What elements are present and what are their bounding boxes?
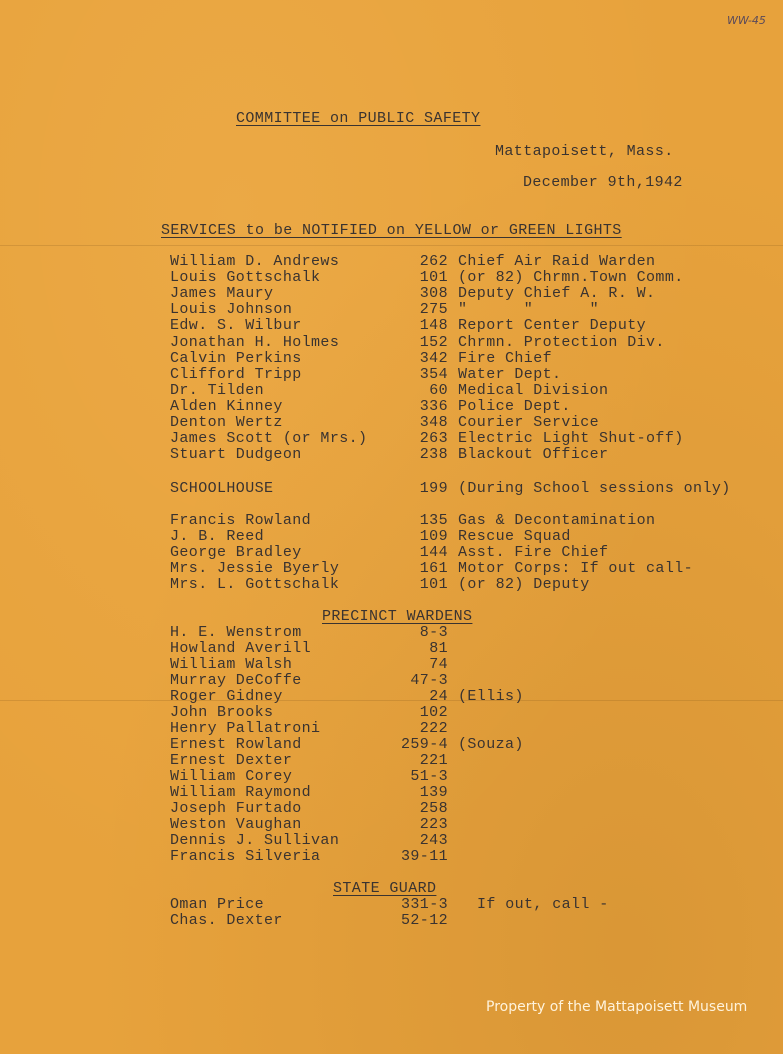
entry-name: James Scott (or Mrs.) — [170, 430, 368, 448]
entry-name: Calvin Perkins — [170, 349, 302, 367]
entry-name: Dr. Tilden — [170, 381, 265, 399]
entry-phone: 336 — [419, 397, 448, 415]
entry-role: Asst. Fire Chief — [458, 543, 609, 561]
entry-role: Chief Air Raid Warden — [458, 253, 656, 270]
warden-name: John Brooks — [170, 704, 274, 721]
entry-phone: 144 — [419, 543, 448, 561]
warden-name: H. E. Wenstrom — [170, 624, 302, 641]
fold-line — [0, 700, 783, 701]
warden-name: Ernest Rowland — [170, 736, 302, 753]
warden-name: Howland Averill — [170, 640, 312, 657]
place-line: Mattapoisett, Mass. — [495, 143, 674, 160]
schoolhouse-name: SCHOOLHOUSE — [170, 480, 274, 497]
warden-name: Roger Gidney — [170, 688, 283, 705]
entry-phone: 238 — [419, 446, 448, 464]
entry-phone: 109 — [419, 527, 448, 545]
entry-name: George Bradley — [170, 543, 302, 561]
warden-phone: 8-3 — [419, 624, 448, 641]
warden-phone: 243 — [419, 832, 448, 849]
entry-name: Alden Kinney — [170, 397, 283, 415]
entry-phone: 135 — [419, 512, 448, 529]
warden-phone: 222 — [419, 720, 448, 737]
entry-phone: 148 — [419, 317, 448, 335]
warden-name: Murray DeCoffe — [170, 672, 302, 689]
corner-mark: WW-45 — [727, 14, 766, 27]
museum-watermark: Property of the Mattapoisett Museum — [486, 999, 748, 1015]
entry-phone: 101 — [419, 575, 448, 593]
entry-phone: 342 — [419, 349, 448, 367]
entry-role: Blackout Officer — [458, 446, 609, 464]
entry-role: Motor Corps: If out call- — [458, 559, 694, 577]
entry-role: (or 82) Chrmn.Town Comm. — [458, 269, 684, 287]
warden-phone: 24 — [429, 688, 448, 705]
entry-name: Edw. S. Wilbur — [170, 317, 302, 335]
entry-name: Clifford Tripp — [170, 365, 302, 383]
entry-role: Gas & Decontamination — [458, 512, 656, 529]
entry-phone: 60 — [429, 381, 448, 399]
entry-phone: 308 — [419, 285, 448, 303]
schoolhouse-role: (During School sessions only) — [458, 480, 731, 497]
warden-name: Joseph Furtado — [170, 800, 302, 817]
entry-role: Chrmn. Protection Div. — [458, 333, 665, 351]
entry-name: Jonathan H. Holmes — [170, 333, 340, 351]
entry-role: Fire Chief — [458, 349, 553, 367]
schoolhouse-number: 199 — [419, 480, 448, 497]
entry-name: Louis Johnson — [170, 301, 293, 319]
warden-phone: 74 — [429, 656, 448, 673]
entry-name: Mrs. Jessie Byerly — [170, 559, 340, 577]
entry-phone: 161 — [419, 559, 448, 577]
entry-role: Police Dept. — [458, 397, 571, 415]
entry-name: Stuart Dudgeon — [170, 446, 302, 464]
entry-role: " " " — [458, 301, 600, 319]
warden-name: Francis Silveria — [170, 848, 321, 865]
entry-phone: 152 — [419, 333, 448, 351]
entry-role: Medical Division — [458, 381, 609, 399]
warden-phone: 39-11 — [400, 848, 448, 865]
entry-name: William D. Andrews — [170, 253, 340, 270]
warden-phone: 139 — [419, 784, 448, 801]
document-title: COMMITTEE on PUBLIC SAFETY — [236, 110, 481, 127]
entry-name: Louis Gottschalk — [170, 269, 321, 287]
entry-phone: 263 — [419, 430, 448, 448]
entry-role: Deputy Chief A. R. W. — [458, 285, 656, 303]
guard-heading: STATE GUARD — [333, 880, 437, 897]
warden-note: (Souza) — [458, 736, 524, 753]
entry-phone: 275 — [419, 301, 448, 319]
guard-name: Oman Price — [170, 896, 265, 913]
entry-name: James Maury — [170, 285, 274, 303]
services-heading: SERVICES to be NOTIFIED on YELLOW or GREEN LIGHTS — [161, 222, 622, 239]
warden-name: Weston Vaughan — [170, 816, 302, 833]
guard-note: If out, call - — [477, 896, 609, 913]
entry-role: Courier Service — [458, 414, 600, 431]
warden-name: Henry Pallatroni — [170, 720, 321, 737]
warden-phone: 258 — [419, 800, 448, 817]
entry-name: Francis Rowland — [170, 512, 312, 529]
warden-phone: 81 — [429, 640, 448, 657]
warden-phone: 102 — [419, 704, 448, 721]
entry-phone: 262 — [419, 253, 448, 270]
wardens-heading: PRECINCT WARDENS — [322, 608, 473, 625]
fold-line — [0, 245, 783, 246]
entry-role: Electric Light Shut-off) — [458, 430, 684, 448]
guard-phone: 52-12 — [400, 912, 448, 929]
entry-role: Water Dept. — [458, 365, 562, 383]
warden-phone: 47-3 — [410, 672, 448, 689]
warden-name: Dennis J. Sullivan — [170, 832, 340, 849]
warden-name: William Raymond — [170, 784, 312, 801]
warden-note: (Ellis) — [458, 688, 524, 705]
entry-role: Rescue Squad — [458, 527, 571, 545]
entry-role: Report Center Deputy — [458, 317, 647, 335]
warden-phone: 51-3 — [410, 768, 448, 785]
entry-name: Mrs. L. Gottschalk — [170, 575, 340, 593]
entry-role: (or 82) Deputy — [458, 575, 590, 593]
entry-phone: 101 — [419, 269, 448, 287]
warden-phone: 221 — [419, 752, 448, 769]
warden-name: William Walsh — [170, 656, 293, 673]
entry-phone: 348 — [419, 414, 448, 431]
guard-phone: 331-3 — [400, 896, 448, 913]
date-line: December 9th,1942 — [523, 174, 683, 191]
entry-name: J. B. Reed — [170, 527, 265, 545]
entry-phone: 354 — [419, 365, 448, 383]
warden-name: Ernest Dexter — [170, 752, 293, 769]
warden-phone: 259-4 — [400, 736, 448, 753]
warden-phone: 223 — [419, 816, 448, 833]
guard-name: Chas. Dexter — [170, 912, 283, 929]
entry-name: Denton Wertz — [170, 414, 283, 431]
warden-name: William Corey — [170, 768, 293, 785]
